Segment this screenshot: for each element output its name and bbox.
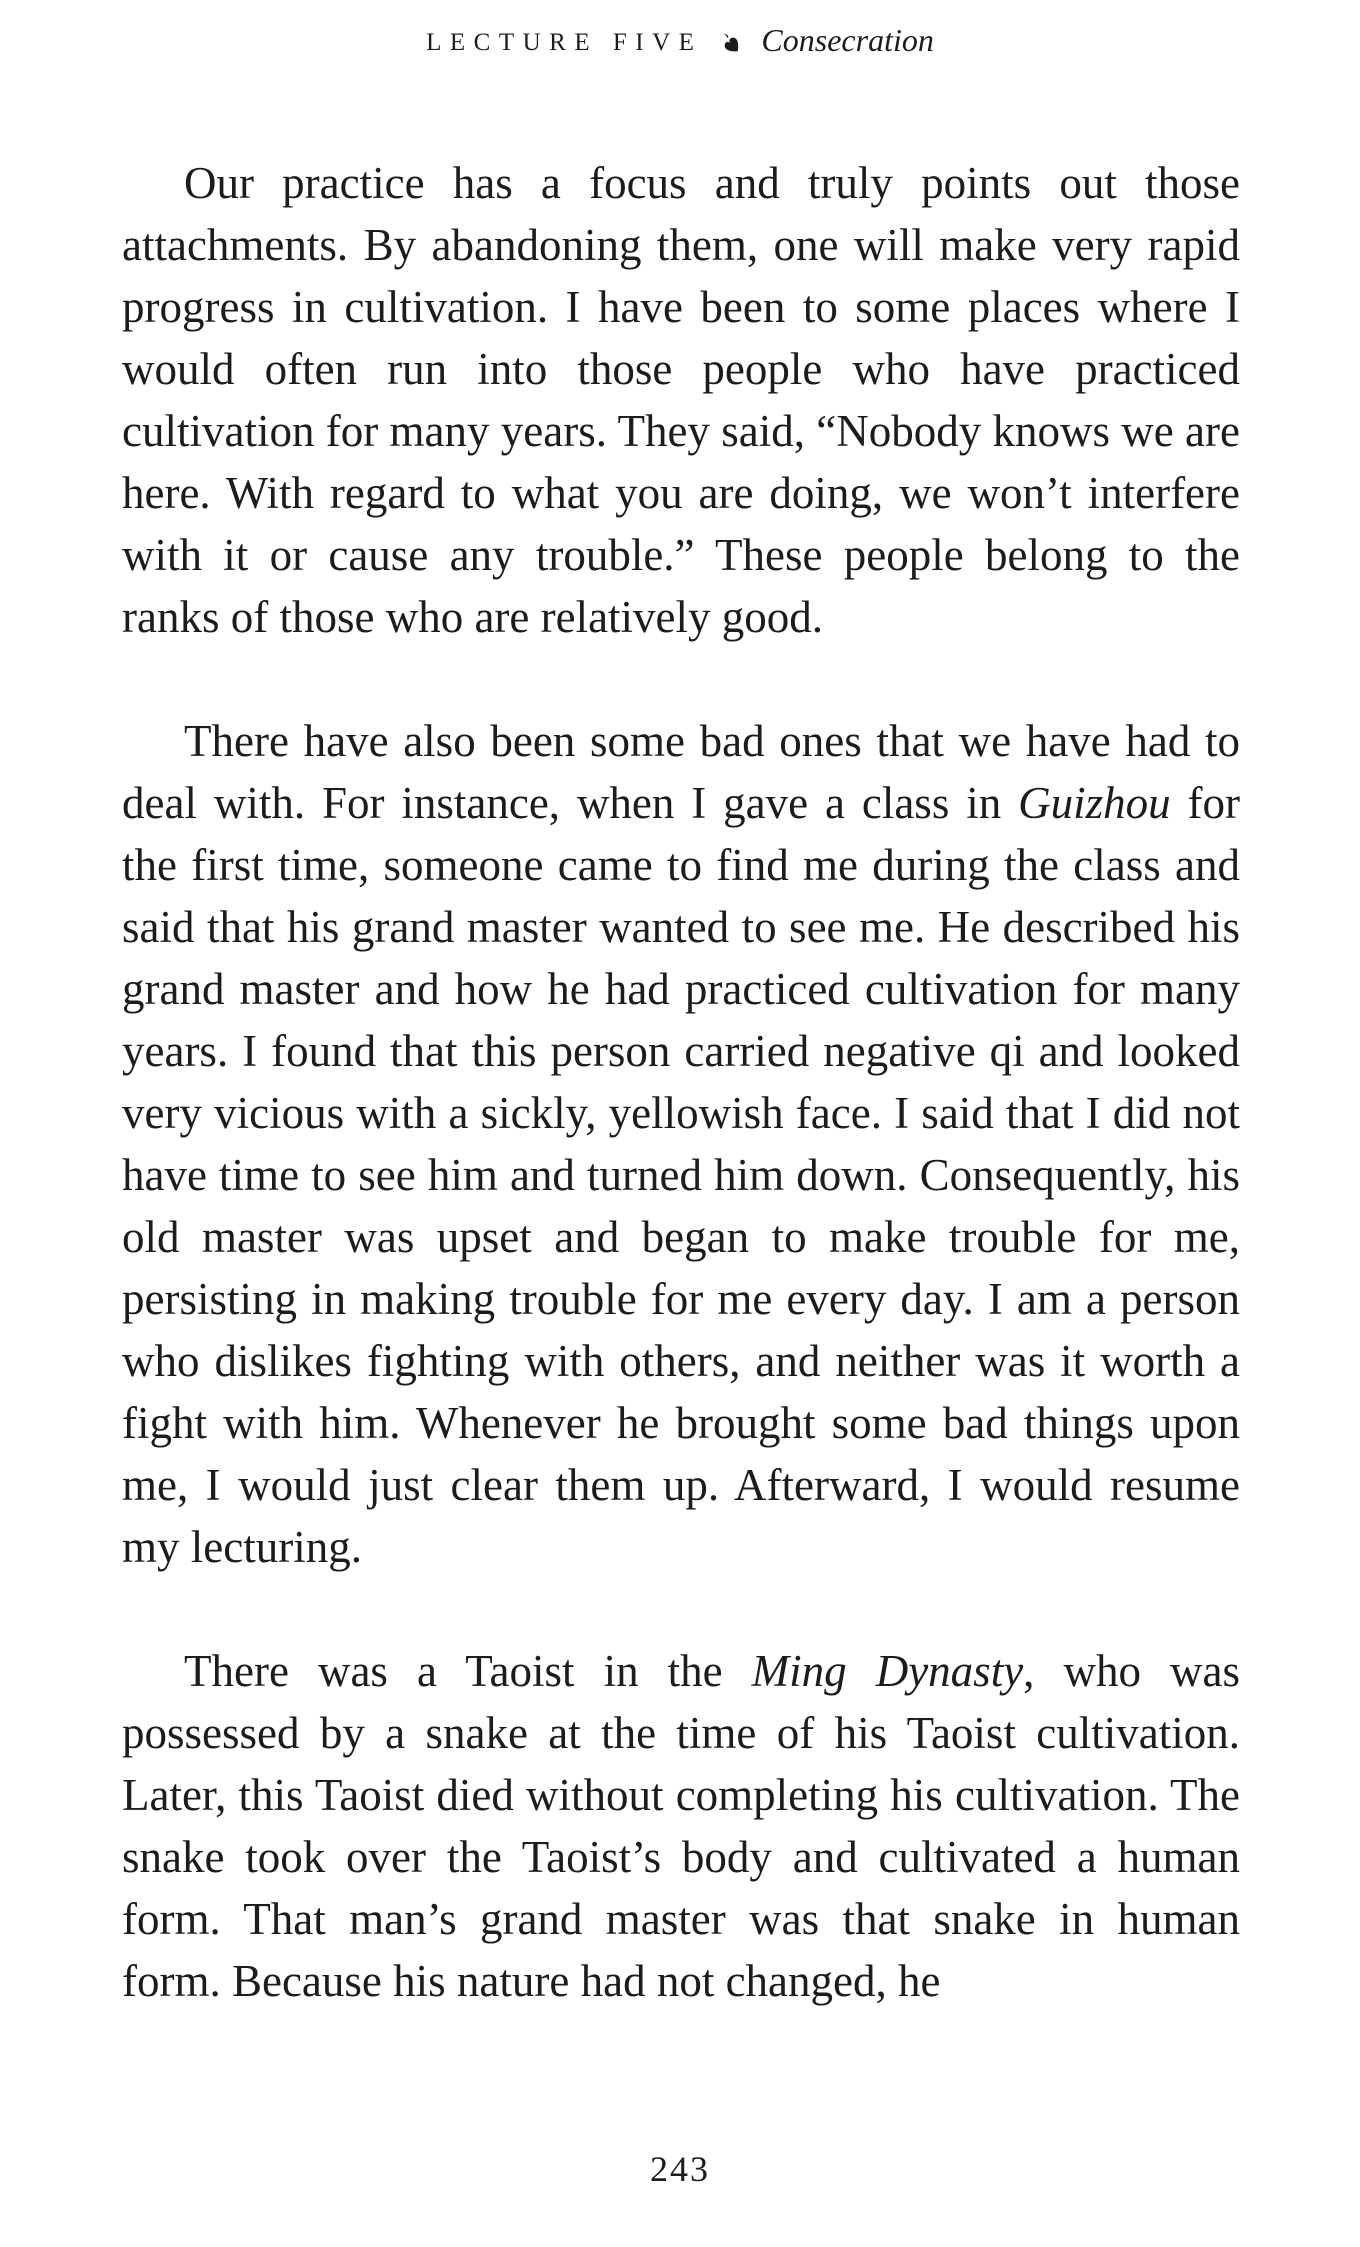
lecture-label: LECTURE FIVE bbox=[426, 28, 703, 56]
text-run: Our practice has a focus and truly points out those attachments. By abandoning them, one will make very rapid progress in cultivation. I have been to some places where I would often run into those people who have practiced cultivation for many years. They said, “Nobody knows we are here. With regard to what you are doing, we won’t interfere with it or cause any trouble.” These people belong to the ranks of those who are relatively good. bbox=[122, 158, 1240, 642]
page-footer bbox=[0, 2148, 1360, 2190]
paragraph bbox=[122, 152, 1240, 648]
chapter-title: Consecration bbox=[761, 22, 934, 58]
page-number: 243 bbox=[650, 2149, 710, 2189]
italic-term: Guizhou bbox=[1018, 778, 1171, 828]
running-header bbox=[0, 22, 1360, 59]
text-run: for the first time, someone came to find me during the class and said that his grand master wanted to see me. He described his grand master and how he had practiced cultivation for many years. I found that this person carried negative qi and looked very vicious with a sickly, yellowish face. I said that I did not have time to see him and turned him down. Consequently, his old master was upset and began to make trouble for me, persisting in making trouble for me every day. I am a person who dislikes fighting with others, and neither was it worth a fight with him. Whenever he brought some bad things upon me, I would just clear them up. Afterward, I would resume my lecturing. bbox=[122, 778, 1240, 1572]
hedera-leaf-icon bbox=[718, 30, 745, 57]
paragraph bbox=[122, 710, 1240, 1578]
text-run: , who was possessed by a snake at the time of his Taoist cultivation. Later, this Taoist died without completing his cultivation. The snake took over the Taoist’s body and cultivated a human form. That man’s grand master was that snake in human form. Because his nature had not changed, he bbox=[122, 1646, 1240, 2006]
body-text bbox=[122, 152, 1240, 2012]
paragraph bbox=[122, 1640, 1240, 2012]
italic-term: Ming Dynasty bbox=[751, 1646, 1024, 1696]
text-run: There was a Taoist in the bbox=[184, 1646, 752, 1696]
text-run: There have also been some bad ones that we have had to deal with. For instance, when I gave a class in bbox=[122, 716, 1240, 828]
